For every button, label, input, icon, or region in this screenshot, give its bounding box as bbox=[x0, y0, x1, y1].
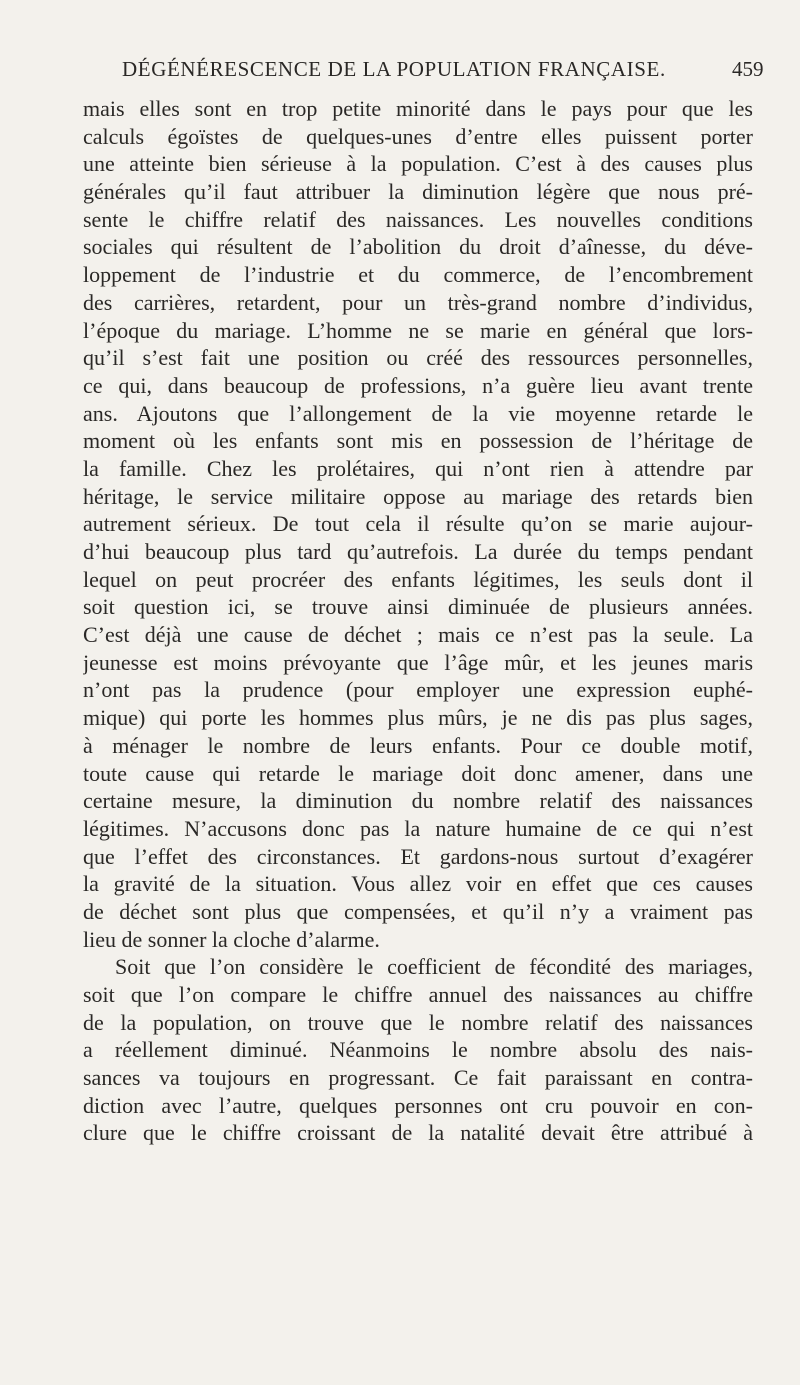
text-line: que l’effet des circonstances. Et gardons-nous surtout d’exagérer bbox=[83, 843, 753, 869]
text-line: la gravité de la situation. Vous allez voir en effet que ces causes bbox=[83, 871, 753, 897]
text-line: Soit que l’on considère le coefficient de fécondité des mariages, bbox=[115, 954, 753, 980]
text-line: jeunesse est moins prévoyante que l’âge mûr, et les jeunes maris bbox=[83, 649, 753, 675]
paragraph-1 bbox=[83, 95, 753, 953]
body-text bbox=[83, 95, 753, 1147]
text-line: mais elles sont en trop petite minorité dans le pays pour que les bbox=[83, 96, 753, 121]
text-line: toute cause qui retarde le mariage doit donc amener, dans une bbox=[83, 760, 753, 786]
text-line: de la population, on trouve que le nombre relatif des naissances bbox=[83, 1009, 753, 1035]
text-line: lequel on peut procréer des enfants légitimes, les seuls dont il bbox=[83, 566, 753, 592]
text-line: héritage, le service militaire oppose au mariage des retards bien bbox=[83, 483, 753, 509]
text-line: soit question ici, se trouve ainsi diminuée de plusieurs années. bbox=[83, 594, 753, 620]
text-line: C’est déjà une cause de déchet ; mais ce n’est pas la seule. La bbox=[83, 622, 753, 648]
text-line: mique) qui porte les hommes plus mûrs, je ne dis pas plus sages, bbox=[83, 705, 753, 731]
text-line: une atteinte bien sérieuse à la population. C’est à des causes plus bbox=[83, 151, 753, 177]
text-line: soit que l’on compare le chiffre annuel des naissances au chiffre bbox=[83, 982, 753, 1007]
text-line: certaine mesure, la diminution du nombre relatif des naissances bbox=[83, 788, 753, 814]
text-line: lieu de sonner la cloche d’alarme. bbox=[83, 926, 380, 952]
text-line: n’ont pas la prudence (pour employer une expression euphé- bbox=[83, 677, 753, 703]
running-title: DÉGÉNÉRESCENCE DE LA POPULATION FRANÇAISE. bbox=[122, 57, 666, 81]
text-line: sente le chiffre relatif des naissances. Les nouvelles conditions bbox=[83, 206, 753, 232]
text-line: l’époque du mariage. L’homme ne se marie en général que lors- bbox=[83, 317, 753, 343]
text-line: des carrières, retardent, pour un très-grand nombre d’individus, bbox=[83, 289, 753, 315]
text-line: a réellement diminué. Néanmoins le nombre absolu des nais- bbox=[83, 1037, 753, 1063]
text-line: qu’il s’est fait une position ou créé des ressources personnelles, bbox=[83, 345, 753, 371]
text-line: de déchet sont plus que compensées, et qu’il n’y a vraiment pas bbox=[83, 898, 753, 924]
text-line: autrement sérieux. De tout cela il résulte qu’on se marie aujour- bbox=[83, 511, 753, 537]
text-line: ce qui, dans beaucoup de professions, n’a guère lieu avant trente bbox=[83, 372, 753, 398]
text-line: loppement de l’industrie et du commerce, de l’encombrement bbox=[83, 262, 753, 288]
text-line: légitimes. N’accusons donc pas la nature humaine de ce qui n’est bbox=[83, 815, 753, 841]
text-line: la famille. Chez les prolétaires, qui n’ont rien à attendre par bbox=[83, 455, 753, 481]
text-line: ans. Ajoutons que l’allongement de la vie moyenne retarde le bbox=[83, 400, 753, 426]
text-line: d’hui beaucoup plus tard qu’autrefois. La durée du temps pendant bbox=[83, 539, 753, 564]
text-line: calculs égoïstes de quelques-unes d’entre elles puissent porter bbox=[83, 123, 753, 149]
text-line: clure que le chiffre croissant de la natalité devait être attribué à bbox=[83, 1120, 753, 1146]
text-line: sances va toujours en progressant. Ce fait paraissant en contra- bbox=[83, 1065, 753, 1091]
text-line: moment où les enfants sont mis en possession de l’héritage de bbox=[83, 428, 753, 454]
page-number: 459 bbox=[732, 57, 764, 81]
text-line: diction avec l’autre, quelques personnes ont cru pouvoir en con- bbox=[83, 1092, 753, 1118]
text-line: sociales qui résultent de l’abolition du droit d’aînesse, du déve- bbox=[83, 234, 753, 260]
text-line: à ménager le nombre de leurs enfants. Pour ce double motif, bbox=[83, 732, 753, 758]
text-line: générales qu’il faut attribuer la diminution légère que nous pré- bbox=[83, 179, 753, 205]
paragraph-2 bbox=[83, 953, 753, 1147]
